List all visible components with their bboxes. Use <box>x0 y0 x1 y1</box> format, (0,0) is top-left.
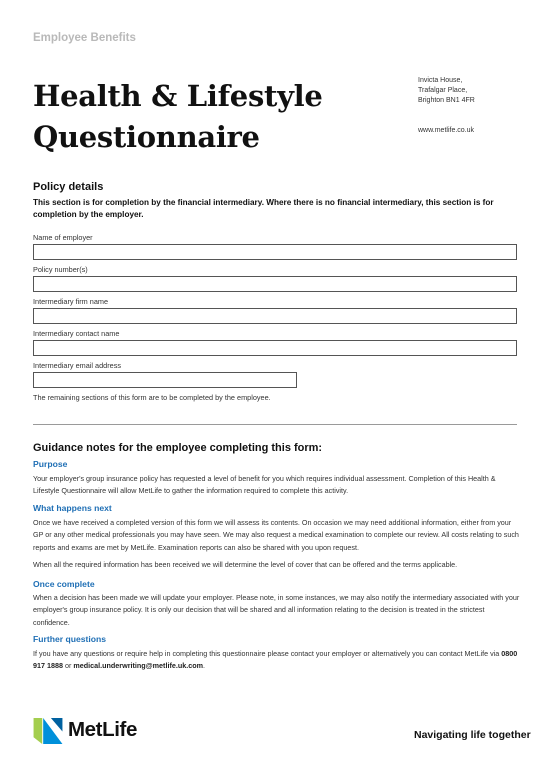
address-line-3: Brighton BN1 4FR <box>418 97 475 104</box>
guidance-heading: Guidance notes for the employee completing this form: <box>33 442 323 454</box>
address-line-2: Trafalgar Place, <box>418 87 468 94</box>
section-divider <box>33 424 517 425</box>
policy-number-label: Policy number(s) <box>33 265 88 274</box>
title-line-1: Health & Lifestyle <box>33 79 323 113</box>
address-line-1: Invicta House, <box>418 77 463 84</box>
end-text: . <box>203 661 205 671</box>
employer-name-field[interactable] <box>33 244 517 260</box>
title-line-2: Questionnaire <box>33 120 260 154</box>
what-happens-next-text-2: When all the required information has been received we will determine the level of cover that can be offered and the terms applicable. <box>33 560 458 569</box>
page-title <box>33 78 323 156</box>
further-questions-text <box>33 648 523 673</box>
purpose-heading: Purpose <box>33 459 68 469</box>
purpose-text: Your employer's group insurance policy has requested a level of benefit for you which requires individual assessment. Completion of this Health & Lifestyle Questionnaire will allow MetLife to gather the information required to complete this activity. <box>33 474 496 496</box>
further-questions-lead: If you have any questions or require help in completing this questionnaire please contact your employer or alternatively you can contact MetLife via <box>33 649 502 658</box>
company-address <box>418 76 475 106</box>
policy-intro: This section is for completion by the financial intermediary. Where there is no financial intermediary, this section is for completion by the employer. <box>33 198 494 219</box>
website-link[interactable]: www.metlife.co.uk <box>418 127 475 134</box>
what-happens-next-heading: What happens next <box>33 503 112 513</box>
logo-dark-shape <box>51 718 63 731</box>
metlife-logo-icon <box>33 718 63 744</box>
employer-name-label: Name of employer <box>33 233 93 242</box>
once-complete-heading: Once complete <box>33 579 95 589</box>
what-happens-next-text: Once we have received a completed version of this form we will assess its contents. On occasion we may need additional information, either from your GP or any other medical professionals you may have seen. We may also request a medical examination to complete our review. All costs relating to such reports and exams are met by MetLife. Examination reports can also be shared with you upon request. <box>33 518 519 552</box>
intermediary-email-label: Intermediary email address <box>33 361 122 370</box>
section-label: Employee Benefits <box>33 32 136 44</box>
intermediary-contact-label: Intermediary contact name <box>33 329 120 338</box>
metlife-wordmark: MetLife <box>68 718 137 741</box>
intermediary-firm-field[interactable] <box>33 308 517 324</box>
intermediary-email-field[interactable] <box>33 372 297 388</box>
phone-number[interactable]: 0800 917 1888 <box>33 649 518 671</box>
email-link[interactable]: medical.underwriting@metlife.uk.com <box>73 661 203 671</box>
footer-tagline: Navigating life together <box>414 729 531 741</box>
logo-green-shape <box>34 718 43 744</box>
intermediary-contact-field[interactable] <box>33 340 517 356</box>
intermediary-firm-label: Intermediary firm name <box>33 297 109 306</box>
policy-details-heading: Policy details <box>33 181 104 193</box>
employee-note: The remaining sections of this form are to be completed by the employee. <box>33 393 271 402</box>
further-questions-heading: Further questions <box>33 634 107 644</box>
policy-number-field[interactable] <box>33 276 517 292</box>
or-text: or <box>62 661 74 671</box>
once-complete-text: When a decision has been made we will update your employer. Please note, in some instances, we may also notify the intermediary associated with your employer's group insurance policy. It is only our decision that will be shared and all information relating to the decision is treated in the strictest confidence. <box>33 593 520 627</box>
